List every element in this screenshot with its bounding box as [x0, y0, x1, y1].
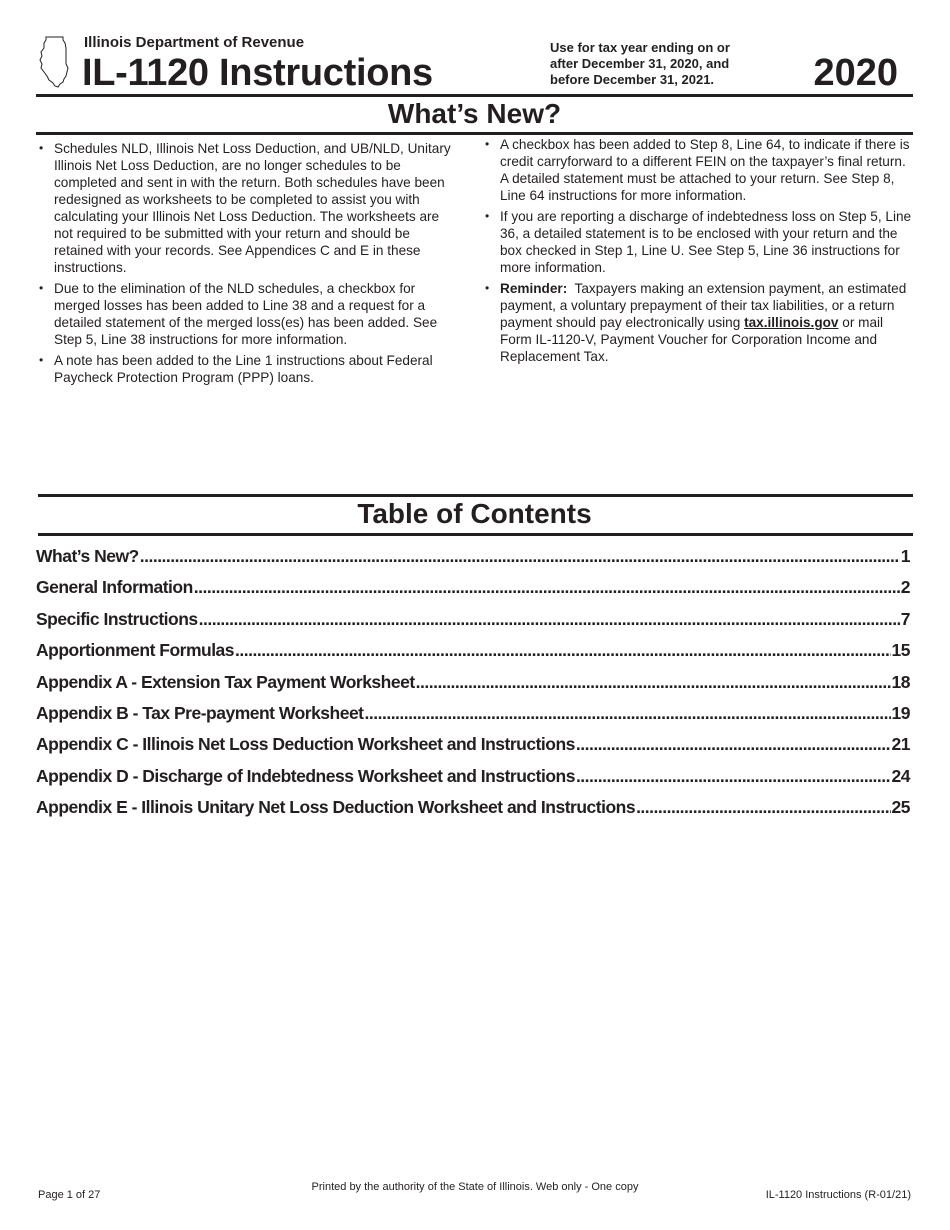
- bullet-icon: •: [485, 209, 490, 223]
- toc-leader: [416, 672, 891, 693]
- toc-entry[interactable]: [36, 577, 910, 608]
- toc-entry-label: Appendix A - Extension Tax Payment Worksheet: [36, 671, 415, 692]
- toc-entry-label: Appendix D - Discharge of Indebtedness Worksheet and Instructions: [36, 765, 575, 786]
- list-item: [36, 352, 461, 386]
- toc-leader: [194, 577, 900, 598]
- toc-entry-page: 2: [900, 577, 910, 598]
- list-item-text: Due to the elimination of the NLD schedules, a checkbox for merged losses has been added to Line 38 and a request for a detailed statement of the merged loss(es) has been added. See Step 5, Line 38 instructions for more information.: [54, 281, 438, 347]
- toc-entry-page: 19: [891, 702, 910, 723]
- tax-year: 2020: [813, 52, 898, 94]
- toc-entry-label: What’s New?: [36, 546, 139, 566]
- list-item: [36, 140, 461, 276]
- list-item-text: A note has been added to the Line 1 instructions about Federal Paycheck Protection Program (PPP) loans.: [54, 353, 433, 385]
- reminder-text: Taxpayers making an extension payment, an estimated payment, a voluntary prepayment of their tax liabilities, or a return payment should pay electronically using: [500, 281, 907, 330]
- toc-leader: [576, 766, 891, 787]
- whats-new-heading: What’s New?: [387, 98, 562, 129]
- toc-leader: [199, 609, 900, 630]
- toc-entry[interactable]: [36, 546, 910, 577]
- toc-list: [36, 546, 910, 829]
- toc-entry-label: Appendix B - Tax Pre-payment Worksheet: [36, 702, 364, 723]
- list-item: [482, 208, 914, 276]
- toc-entry-label: Appendix C - Illinois Net Loss Deduction Worksheet and Instructions: [36, 734, 575, 755]
- reminder-label: Reminder:: [500, 281, 568, 296]
- whats-new-divider: [36, 132, 913, 135]
- toc-entry-page: 1: [900, 546, 910, 566]
- document-title: IL-1120 Instructions: [82, 52, 433, 94]
- toc-entry[interactable]: [36, 703, 910, 734]
- bullet-icon: •: [485, 281, 490, 295]
- page-number: Page 1 of 27: [38, 1189, 101, 1201]
- list-item-text: If you are reporting a discharge of indebtedness loss on Step 5, Line 36, a detailed statement is to be enclosed with your return and the box checked in Step 1, Line U. See Step 5, Line 36 instructions for more information.: [500, 209, 912, 275]
- tax-illinois-gov-link[interactable]: tax.illinois.gov: [744, 315, 839, 330]
- toc-entry[interactable]: [36, 797, 910, 828]
- toc-entry-page: 24: [891, 765, 910, 786]
- tax-year-note-line: after December 31, 2020, and: [550, 56, 730, 71]
- reminder-text-after: or mail Form IL-1120-V, Payment Voucher for Corporation Income and Replacement Tax.: [500, 315, 884, 364]
- toc-entry-page: 18: [891, 671, 910, 692]
- reminder-item: [482, 280, 914, 365]
- toc-entry-label: Specific Instructions: [36, 608, 198, 629]
- whats-new-right-column: [482, 136, 914, 369]
- toc-entry-page: 15: [891, 640, 910, 661]
- whats-new-left-column: [36, 140, 461, 390]
- department-name: Illinois Department of Revenue: [84, 34, 305, 51]
- bullet-icon: •: [39, 141, 44, 155]
- printed-authority-note: Printed by the authority of the State of Illinois. Web only - One copy: [311, 1181, 639, 1193]
- bullet-icon: •: [485, 137, 490, 151]
- list-item-text: A checkbox has been added to Step 8, Line 64, to indicate if there is credit carryforward to a different FEIN on the taxpayer’s final return. A detailed statement must be attached to your return. See Step 8, Line 64 instructions for more information.: [500, 137, 910, 203]
- tax-year-note-line: Use for tax year ending on or: [550, 40, 730, 55]
- toc-leader: [636, 797, 890, 818]
- toc-leader: [235, 640, 891, 661]
- toc-heading: Table of Contents: [357, 498, 592, 529]
- toc-entry-page: 21: [891, 734, 910, 755]
- list-item-text: Schedules NLD, Illinois Net Loss Deduction, and UB/NLD, Unitary Illinois Net Loss Deduction, are no longer schedules to be completed and sent in with the return. Both schedules have been redesigned as worksheets to be completed to assist you with calculating your Illinois Net Loss Deduction. The worksheets are not required to be submitted with your return and should be retained with your records. See Appendices C and E in these instructions.: [54, 141, 451, 275]
- toc-entry[interactable]: [36, 672, 910, 703]
- toc-entry-label: Apportionment Formulas: [36, 640, 235, 661]
- toc-entry-page: 7: [900, 608, 910, 629]
- bullet-icon: •: [39, 281, 44, 295]
- toc-entry[interactable]: [36, 766, 910, 797]
- toc-entry[interactable]: [36, 734, 910, 765]
- toc-entry[interactable]: [36, 640, 910, 671]
- tax-year-note: [550, 40, 770, 88]
- toc-leader: [365, 703, 891, 724]
- toc-leader: [140, 546, 900, 567]
- form-revision: IL-1120 Instructions (R-01/21): [765, 1189, 911, 1201]
- toc-divider-bottom: [38, 533, 913, 536]
- header-divider: [36, 94, 913, 97]
- illinois-state-outline-icon: [36, 34, 76, 90]
- toc-entry-page: 25: [891, 797, 910, 818]
- list-item: [36, 280, 461, 348]
- toc-entry[interactable]: [36, 609, 910, 640]
- toc-entry-label: General Information: [36, 577, 193, 598]
- bullet-icon: •: [39, 353, 44, 367]
- toc-divider-top: [38, 494, 913, 497]
- list-item: [482, 136, 914, 204]
- toc-leader: [576, 734, 891, 755]
- toc-entry-label: Appendix E - Illinois Unitary Net Loss Deduction Worksheet and Instructions: [36, 797, 636, 818]
- tax-year-note-line: before December 31, 2021.: [550, 72, 715, 87]
